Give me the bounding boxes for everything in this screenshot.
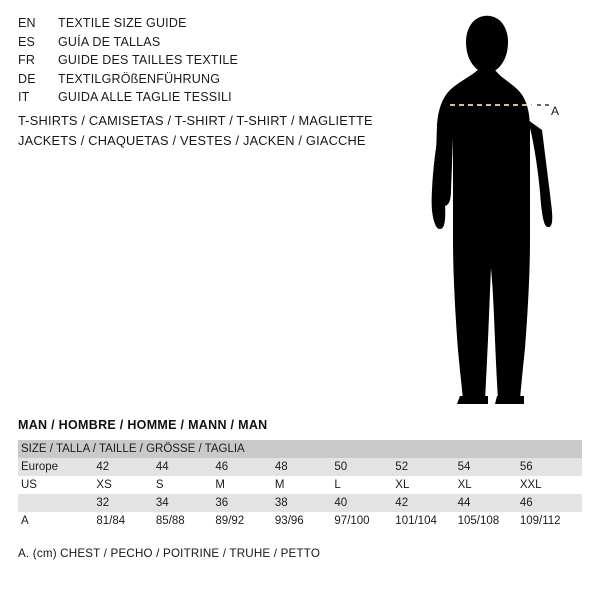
table-cell: XXL <box>520 476 582 494</box>
category-line-jackets: JACKETS / CHAQUETAS / VESTES / JACKEN / GIACCHE <box>18 133 366 148</box>
language-code: EN <box>18 16 36 30</box>
table-cell: XS <box>96 476 156 494</box>
table-cell: 93/96 <box>275 512 335 530</box>
table-cell: 48 <box>275 458 335 476</box>
table-cell: 54 <box>458 458 520 476</box>
table-cell: 44 <box>458 494 520 512</box>
row-label: Europe <box>18 458 96 476</box>
table-cell: 105/108 <box>458 512 520 530</box>
table-cell: 50 <box>334 458 395 476</box>
table-cell: XL <box>458 476 520 494</box>
table-cell: M <box>275 476 335 494</box>
row-label: US <box>18 476 96 494</box>
table-group-title: MAN / HOMBRE / HOMME / MANN / MAN <box>18 418 268 432</box>
table-header-row <box>18 440 582 458</box>
category-line-tshirts: T-SHIRTS / CAMISETAS / T-SHIRT / T-SHIRT / MAGLIETTE <box>18 113 373 128</box>
chest-measure-label: A <box>551 104 560 118</box>
table-cell: 34 <box>156 494 216 512</box>
table-cell: 32 <box>96 494 156 512</box>
table-cell: 89/92 <box>215 512 275 530</box>
language-text: TEXTILGRÖßENFÜHRUNG <box>58 71 221 86</box>
table-cell: 42 <box>395 494 457 512</box>
table-cell: 42 <box>96 458 156 476</box>
table-cell: L <box>334 476 395 494</box>
table-cell: 46 <box>520 494 582 512</box>
table-cell: 46 <box>215 458 275 476</box>
language-text: TEXTILE SIZE GUIDE <box>58 16 187 30</box>
language-code: ES <box>18 34 36 49</box>
table-row <box>18 458 582 476</box>
language-list <box>18 14 378 107</box>
language-code: FR <box>18 53 36 68</box>
table-cell: S <box>156 476 216 494</box>
size-table <box>18 440 582 530</box>
category-list <box>18 111 438 151</box>
table-cell: 40 <box>334 494 395 512</box>
table-cell: XL <box>395 476 457 494</box>
row-label: A <box>18 512 96 530</box>
table-cell: 52 <box>395 458 457 476</box>
table-header-label: SIZE / TALLA / TAILLE / GRÖSSE / TAGLIA <box>18 440 582 458</box>
table-cell: 109/112 <box>520 512 582 530</box>
table-cell: 56 <box>520 458 582 476</box>
language-row <box>18 88 378 107</box>
table-row <box>18 512 582 530</box>
male-silhouette-illustration <box>400 10 590 405</box>
row-label <box>18 494 96 512</box>
language-row <box>18 14 378 33</box>
table-cell: 101/104 <box>395 512 457 530</box>
table-cell: 44 <box>156 458 216 476</box>
table-cell: 85/88 <box>156 512 216 530</box>
table-cell: 97/100 <box>334 512 395 530</box>
language-text: GUÍA DE TALLAS <box>58 34 161 49</box>
language-row <box>18 33 378 52</box>
table-cell: 38 <box>275 494 335 512</box>
table-cell: M <box>215 476 275 494</box>
chest-footnote: A. (cm) CHEST / PECHO / POITRINE / TRUHE / PETTO <box>18 547 321 560</box>
table-row <box>18 494 582 512</box>
language-code: DE <box>18 71 36 86</box>
language-row <box>18 70 378 89</box>
table-cell: 81/84 <box>96 512 156 530</box>
language-row <box>18 51 378 70</box>
table-cell: 36 <box>215 494 275 512</box>
table-row <box>18 476 582 494</box>
language-code: IT <box>18 90 30 105</box>
language-text: GUIDE DES TAILLES TEXTILE <box>58 53 239 68</box>
language-text: GUIDA ALLE TAGLIE TESSILI <box>58 90 232 105</box>
